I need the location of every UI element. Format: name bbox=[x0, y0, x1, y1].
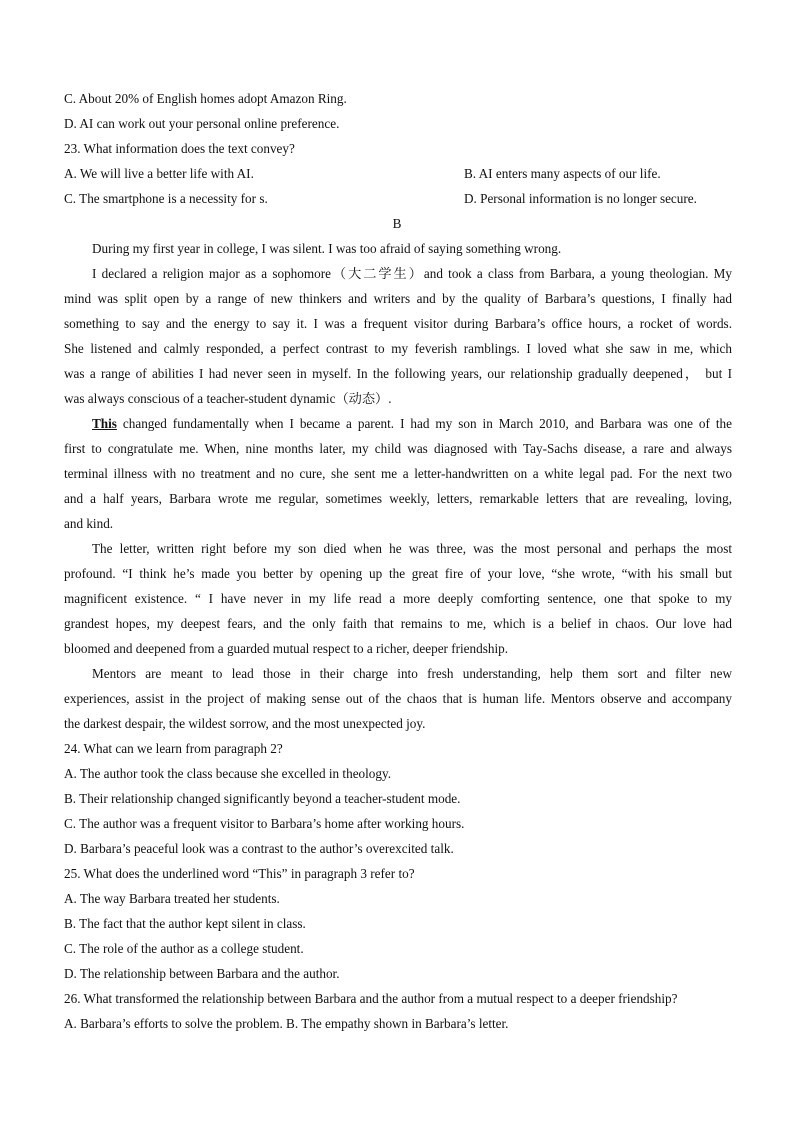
passage-paragraph-3-line: and kind. bbox=[64, 516, 114, 531]
q24-option-c: C. The author was a frequent visitor to Barbara’s home after working hours. bbox=[64, 816, 465, 831]
passage-paragraph-3-line: and a half years, Barbara wrote me regular, sometimes weekly, letters, remarkable letters that are revealing, loving, bbox=[64, 491, 732, 506]
underlined-word-this: This bbox=[92, 416, 117, 431]
passage-paragraph-2-line: was always conscious of a teacher-student dynamic（动态）. bbox=[64, 391, 392, 406]
passage-paragraph-2-line: I declared a religion major as a sophomore（大二学生）and took a class from Barbara, a young theologian. My bbox=[92, 266, 732, 281]
q23-option-d: D. Personal information is no longer secure. bbox=[464, 191, 697, 206]
passage-paragraph-3-line: terminal illness with no treatment and no cure, she sent me a letter-handwritten on a white legal pad. For the next two bbox=[64, 466, 732, 481]
paragraph-3-first-line-rest: changed fundamentally when I became a parent. I had my son in March 2010, and Barbara was one of the bbox=[116, 416, 732, 431]
q24-option-b: B. Their relationship changed significantly beyond a teacher-student mode. bbox=[64, 791, 461, 806]
q25-option-b: B. The fact that the author kept silent in class. bbox=[64, 916, 306, 931]
passage-paragraph-5-line: experiences, assist in the project of making sense out of the chaos that is human life. Mentors observe and accompany bbox=[64, 691, 732, 706]
q24-stem: 24. What can we learn from paragraph 2? bbox=[64, 741, 283, 756]
q23-option-a: A. We will live a better life with AI. bbox=[64, 166, 254, 181]
passage-paragraph-1: During my first year in college, I was silent. I was too afraid of saying something wrong. bbox=[92, 241, 562, 256]
q23-row-cd bbox=[64, 188, 732, 210]
passage-paragraph-2-line: was a range of abilities I had never seen in myself. In the following years, our relationship gradually deepened， but I bbox=[64, 366, 732, 381]
section-label: B bbox=[392, 216, 402, 231]
passage-paragraph-5-line: Mentors are meant to lead those in their charge into fresh understanding, help them sort and filter new bbox=[92, 666, 732, 681]
passage-paragraph-2-line: something to say and the energy to say it. I was a frequent visitor during Barbara’s office hours, a rocket of words. bbox=[64, 316, 732, 331]
q25-option-d: D. The relationship between Barbara and the author. bbox=[64, 966, 340, 981]
passage-paragraph-4-line: bloomed and deepened from a guarded mutual respect to a richer, deeper friendship. bbox=[64, 641, 509, 656]
q22-option-c: C. About 20% of English homes adopt Amazon Ring. bbox=[64, 91, 347, 106]
q23-stem: 23. What information does the text convey? bbox=[64, 141, 295, 156]
q23-row-ab bbox=[64, 163, 732, 185]
passage-paragraph-4-line: magnificent existence. “ I have never in my life read a more deeply comforting sentence, one that spoke to my bbox=[64, 591, 732, 606]
q26-stem: 26. What transformed the relationship between Barbara and the author from a mutual respect to a deeper friendship? bbox=[64, 991, 678, 1006]
q23-option-b: B. AI enters many aspects of our life. bbox=[464, 166, 661, 181]
passage-paragraph-3-line: first to congratulate me. When, nine months later, my child was diagnosed with Tay-Sachs disease, a rare and always bbox=[64, 441, 732, 456]
passage-paragraph-5-line: the darkest despair, the wildest sorrow, and the most unexpected joy. bbox=[64, 716, 426, 731]
passage-paragraph-4-line: The letter, written right before my son died when he was three, was the most personal and perhaps the most bbox=[92, 541, 732, 556]
q25-option-c: C. The role of the author as a college student. bbox=[64, 941, 304, 956]
passage-paragraph-2-line: She listened and calmly responded, a perfect contrast to my feverish ramblings. I loved what she saw in me, which bbox=[64, 341, 732, 356]
q25-stem: 25. What does the underlined word “This” in paragraph 3 refer to? bbox=[64, 866, 415, 881]
q26-options-ab: A. Barbara’s efforts to solve the problem. B. The empathy shown in Barbara’s letter. bbox=[64, 1016, 509, 1031]
q24-option-d: D. Barbara’s peaceful look was a contrast to the author’s overexcited talk. bbox=[64, 841, 454, 856]
q22-option-d: D. AI can work out your personal online preference. bbox=[64, 116, 340, 131]
passage-paragraph-3-line bbox=[92, 413, 732, 435]
passage-paragraph-4-line: grandest hopes, my deepest fears, and the only faith that remains to me, which is a belief in chaos. Our love had bbox=[64, 616, 732, 631]
q23-option-c: C. The smartphone is a necessity for s. bbox=[64, 191, 268, 206]
passage-paragraph-4-line: profound. “I think he’s made you better by opening up the great fire of your love, “she wrote, “with his small but bbox=[64, 566, 732, 581]
q25-option-a: A. The way Barbara treated her students. bbox=[64, 891, 280, 906]
passage-paragraph-2-line: mind was split open by a range of new thinkers and writers and by the quality of Barbara’s questions, I finally had bbox=[64, 291, 732, 306]
q24-option-a: A. The author took the class because she excelled in theology. bbox=[64, 766, 392, 781]
